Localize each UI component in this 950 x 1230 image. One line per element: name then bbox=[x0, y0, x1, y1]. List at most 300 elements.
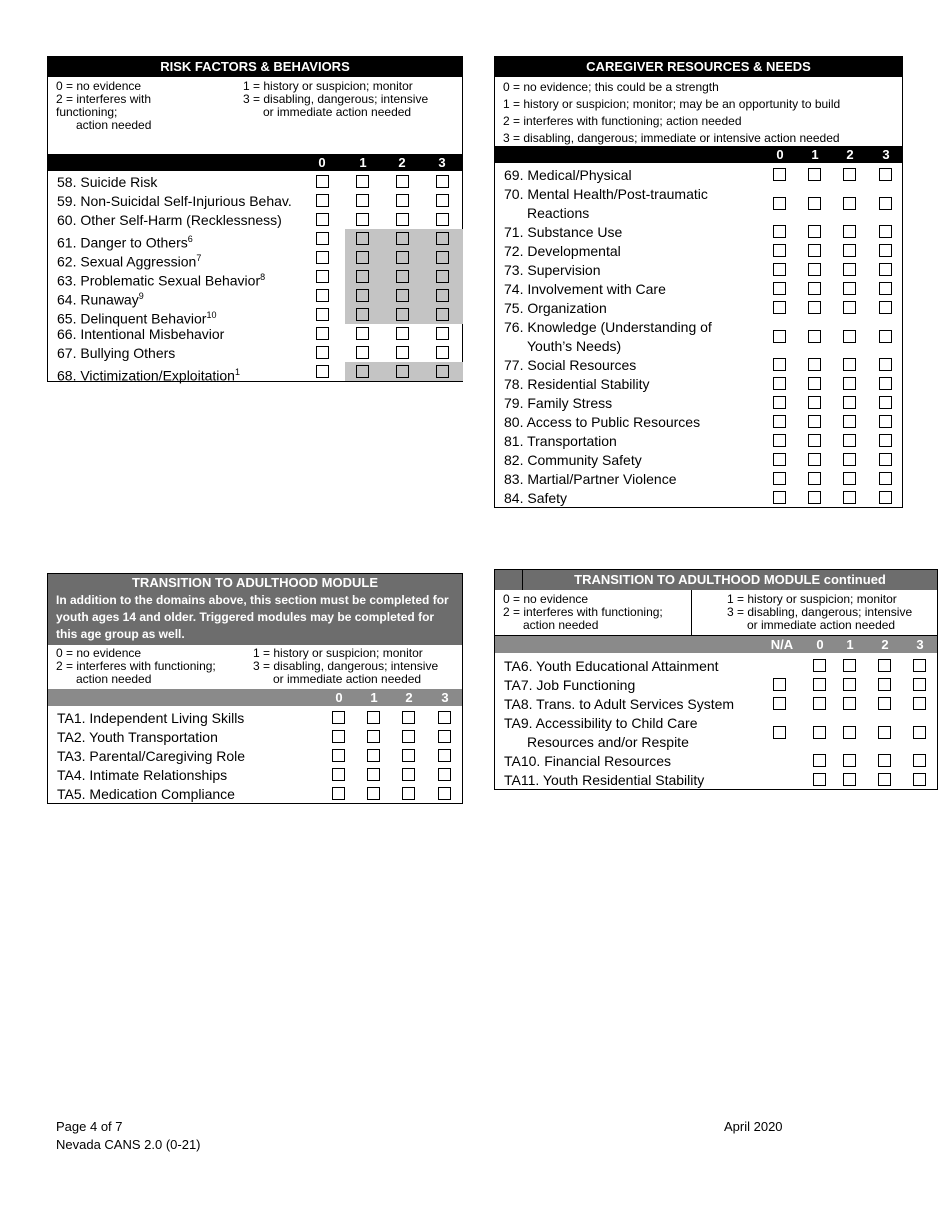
rating-checkbox[interactable] bbox=[813, 726, 826, 739]
rating-checkbox[interactable] bbox=[402, 730, 415, 743]
item-row bbox=[48, 708, 462, 727]
rating-checkbox[interactable] bbox=[396, 308, 409, 321]
rating-checkbox[interactable] bbox=[879, 472, 892, 485]
item-row bbox=[495, 450, 902, 469]
caregiver-column-header bbox=[495, 146, 902, 163]
rating-checkbox[interactable] bbox=[316, 308, 329, 321]
rating-checkbox[interactable] bbox=[356, 308, 369, 321]
transition-continued-items bbox=[495, 653, 937, 789]
item-label-text: 64. Runaway bbox=[57, 291, 139, 308]
item-row bbox=[48, 172, 462, 191]
rating-checkbox[interactable] bbox=[396, 232, 409, 245]
risk-items bbox=[48, 171, 462, 384]
rating-checkbox[interactable] bbox=[402, 787, 415, 800]
rating-checkbox[interactable] bbox=[813, 773, 826, 786]
rating-checkbox[interactable] bbox=[843, 472, 856, 485]
rating-checkbox[interactable] bbox=[843, 773, 856, 786]
item-row bbox=[495, 770, 937, 789]
rating-checkbox[interactable] bbox=[808, 197, 821, 210]
rating-checkbox[interactable] bbox=[808, 358, 821, 371]
item-label bbox=[504, 413, 700, 432]
rating-checkbox[interactable] bbox=[773, 415, 786, 428]
footnote-ref: 10 bbox=[206, 310, 217, 320]
item-label-text: 78. Residential Stability bbox=[504, 376, 650, 392]
legend-1: 1 = history or suspicion; monitor bbox=[243, 79, 413, 93]
rating-checkbox[interactable] bbox=[356, 289, 369, 302]
item-row bbox=[495, 431, 902, 450]
rating-checkbox[interactable] bbox=[402, 711, 415, 724]
rating-checkbox[interactable] bbox=[773, 330, 786, 343]
col-2: 2 bbox=[398, 155, 406, 170]
item-label-text: TA4. Intimate Relationships bbox=[57, 767, 228, 783]
rating-checkbox[interactable] bbox=[316, 175, 329, 188]
rating-checkbox[interactable] bbox=[773, 472, 786, 485]
rating-checkbox[interactable] bbox=[436, 308, 449, 321]
risk-column-header bbox=[48, 154, 462, 171]
legend-2: 2 = interferes with functioning; action needed bbox=[503, 605, 663, 632]
rating-checkbox[interactable] bbox=[356, 365, 369, 378]
rating-checkbox[interactable] bbox=[843, 225, 856, 238]
rating-checkbox[interactable] bbox=[843, 301, 856, 314]
rating-checkbox[interactable] bbox=[396, 365, 409, 378]
caregiver-items bbox=[495, 163, 902, 507]
rating-checkbox[interactable] bbox=[843, 396, 856, 409]
item-row bbox=[495, 165, 902, 184]
item-label bbox=[504, 394, 612, 413]
rating-checkbox[interactable] bbox=[879, 225, 892, 238]
rating-checkbox[interactable] bbox=[879, 434, 892, 447]
rating-checkbox[interactable] bbox=[843, 358, 856, 371]
item-label-text: 81. Transportation bbox=[504, 433, 617, 449]
rating-checkbox[interactable] bbox=[879, 330, 892, 343]
rating-checkbox[interactable] bbox=[436, 251, 449, 264]
transition-continued-column-header bbox=[495, 636, 937, 653]
rating-checkbox[interactable] bbox=[878, 773, 891, 786]
rating-checkbox[interactable] bbox=[808, 282, 821, 295]
item-row bbox=[48, 727, 462, 746]
rating-checkbox[interactable] bbox=[843, 726, 856, 739]
rating-checkbox[interactable] bbox=[773, 301, 786, 314]
rating-checkbox[interactable] bbox=[436, 365, 449, 378]
rating-checkbox[interactable] bbox=[773, 434, 786, 447]
rating-checkbox[interactable] bbox=[843, 377, 856, 390]
page-footer-left bbox=[56, 1118, 201, 1154]
rating-checkbox[interactable] bbox=[367, 730, 380, 743]
rating-checkbox[interactable] bbox=[808, 396, 821, 409]
item-label-text: 63. Problematic Sexual Behavior bbox=[57, 272, 261, 289]
item-label-text: 77. Social Resources bbox=[504, 357, 637, 373]
rating-checkbox[interactable] bbox=[438, 730, 451, 743]
rating-checkbox[interactable] bbox=[808, 491, 821, 504]
risk-factors-section bbox=[47, 56, 463, 382]
rating-checkbox[interactable] bbox=[773, 197, 786, 210]
item-label-text: TA9. Accessibility to Child Care bbox=[504, 715, 698, 731]
item-label bbox=[57, 785, 235, 804]
rating-checkbox[interactable] bbox=[843, 678, 856, 691]
rating-checkbox[interactable] bbox=[843, 330, 856, 343]
rating-checkbox[interactable] bbox=[396, 346, 409, 359]
caregiver-legend bbox=[495, 77, 902, 146]
item-label bbox=[504, 470, 677, 489]
rating-checkbox[interactable] bbox=[438, 768, 451, 781]
item-row bbox=[495, 241, 902, 260]
rating-checkbox[interactable] bbox=[879, 453, 892, 466]
legend-2: 2 = interferes with functioning; action needed bbox=[56, 92, 152, 132]
item-label-continued: Resources and/or Respite bbox=[527, 734, 689, 750]
rating-checkbox[interactable] bbox=[367, 749, 380, 762]
rating-checkbox[interactable] bbox=[356, 194, 369, 207]
rating-checkbox[interactable] bbox=[773, 244, 786, 257]
rating-checkbox[interactable] bbox=[438, 787, 451, 800]
rating-checkbox[interactable] bbox=[773, 263, 786, 276]
col-0: 0 bbox=[318, 155, 326, 170]
item-label bbox=[504, 451, 642, 470]
item-label bbox=[57, 192, 292, 211]
rating-checkbox[interactable] bbox=[396, 213, 409, 226]
rating-checkbox[interactable] bbox=[436, 232, 449, 245]
item-label-text: 75. Organization bbox=[504, 300, 607, 316]
rating-checkbox[interactable] bbox=[396, 289, 409, 302]
rating-checkbox[interactable] bbox=[356, 232, 369, 245]
transition-section bbox=[47, 573, 463, 804]
rating-checkbox[interactable] bbox=[773, 678, 786, 691]
col-na: N/A bbox=[770, 637, 794, 652]
rating-checkbox[interactable] bbox=[773, 697, 786, 710]
item-label bbox=[504, 299, 607, 318]
rating-checkbox[interactable] bbox=[808, 472, 821, 485]
item-label-text: 74. Involvement with Care bbox=[504, 281, 666, 297]
legend-0: 0 = no evidence bbox=[56, 79, 142, 93]
page-number: Page 4 of 7 bbox=[56, 1119, 123, 1134]
rating-checkbox[interactable] bbox=[367, 768, 380, 781]
rating-checkbox[interactable] bbox=[332, 768, 345, 781]
rating-checkbox[interactable] bbox=[843, 659, 856, 672]
rating-checkbox[interactable] bbox=[332, 711, 345, 724]
col-0: 0 bbox=[335, 690, 343, 705]
rating-checkbox[interactable] bbox=[843, 697, 856, 710]
rating-checkbox[interactable] bbox=[773, 225, 786, 238]
rating-checkbox[interactable] bbox=[913, 754, 926, 767]
item-label bbox=[504, 223, 622, 242]
rating-checkbox[interactable] bbox=[773, 377, 786, 390]
item-row bbox=[495, 694, 937, 713]
rating-checkbox[interactable] bbox=[773, 168, 786, 181]
rating-checkbox[interactable] bbox=[808, 434, 821, 447]
rating-checkbox[interactable] bbox=[808, 453, 821, 466]
item-label bbox=[57, 709, 244, 728]
rating-checkbox[interactable] bbox=[879, 491, 892, 504]
rating-checkbox[interactable] bbox=[316, 346, 329, 359]
item-label-text: 58. Suicide Risk bbox=[57, 174, 158, 190]
rating-checkbox[interactable] bbox=[773, 358, 786, 371]
rating-checkbox[interactable] bbox=[316, 251, 329, 264]
rating-checkbox[interactable] bbox=[396, 175, 409, 188]
item-label-continued: Youth’s Needs) bbox=[527, 338, 622, 354]
col-1: 1 bbox=[359, 155, 367, 170]
item-row bbox=[495, 393, 902, 412]
item-label-text: 67. Bullying Others bbox=[57, 345, 176, 361]
rating-checkbox[interactable] bbox=[356, 327, 369, 340]
item-label-text: 70. Mental Health/Post-traumatic bbox=[504, 186, 708, 202]
rating-checkbox[interactable] bbox=[356, 346, 369, 359]
item-label bbox=[504, 356, 636, 375]
rating-checkbox[interactable] bbox=[402, 768, 415, 781]
rating-checkbox[interactable] bbox=[402, 749, 415, 762]
rating-checkbox[interactable] bbox=[879, 396, 892, 409]
item-label bbox=[57, 325, 224, 344]
rating-checkbox[interactable] bbox=[879, 263, 892, 276]
rating-checkbox[interactable] bbox=[843, 244, 856, 257]
rating-checkbox[interactable] bbox=[879, 244, 892, 257]
rating-checkbox[interactable] bbox=[843, 754, 856, 767]
item-label-text: TA10. Financial Resources bbox=[504, 753, 672, 769]
rating-checkbox[interactable] bbox=[773, 396, 786, 409]
rating-checkbox[interactable] bbox=[396, 270, 409, 283]
document-name: Nevada CANS 2.0 (0-21) bbox=[56, 1137, 201, 1152]
item-row bbox=[48, 784, 462, 803]
legend-3: 3 = disabling, dangerous; intensive or immediate action needed bbox=[243, 92, 429, 119]
transition-continued-section bbox=[494, 569, 938, 790]
item-row bbox=[48, 765, 462, 784]
rating-checkbox[interactable] bbox=[356, 251, 369, 264]
legend-0: 0 = no evidence bbox=[56, 646, 142, 660]
rating-checkbox[interactable] bbox=[367, 711, 380, 724]
rating-checkbox[interactable] bbox=[879, 282, 892, 295]
rating-checkbox[interactable] bbox=[356, 175, 369, 188]
rating-checkbox[interactable] bbox=[773, 282, 786, 295]
item-label bbox=[504, 695, 734, 714]
rating-checkbox[interactable] bbox=[879, 358, 892, 371]
rating-checkbox[interactable] bbox=[773, 491, 786, 504]
rating-checkbox[interactable] bbox=[436, 194, 449, 207]
item-row bbox=[495, 412, 902, 431]
rating-checkbox[interactable] bbox=[438, 749, 451, 762]
item-label bbox=[57, 363, 240, 386]
rating-checkbox[interactable] bbox=[878, 697, 891, 710]
rating-checkbox[interactable] bbox=[367, 787, 380, 800]
item-row bbox=[495, 751, 937, 770]
item-label-text: 72. Developmental bbox=[504, 243, 621, 259]
item-label-text: 69. Medical/Physical bbox=[504, 167, 632, 183]
item-label-text: 62. Sexual Aggression bbox=[57, 253, 197, 270]
item-label-text: TA11. Youth Residential Stability bbox=[504, 772, 705, 788]
item-row bbox=[495, 469, 902, 488]
rating-checkbox[interactable] bbox=[438, 711, 451, 724]
legend-1: 1 = history or suspicion; monitor; may be an opportunity to build bbox=[503, 97, 841, 111]
rating-checkbox[interactable] bbox=[316, 213, 329, 226]
rating-checkbox[interactable] bbox=[356, 270, 369, 283]
item-row bbox=[495, 184, 902, 222]
item-label bbox=[504, 676, 635, 695]
rating-checkbox[interactable] bbox=[813, 754, 826, 767]
col-3: 3 bbox=[438, 155, 446, 170]
item-row bbox=[48, 210, 462, 229]
legend-2: 2 = interferes with functioning; action needed bbox=[503, 114, 742, 128]
rating-checkbox[interactable] bbox=[913, 659, 926, 672]
item-row bbox=[495, 260, 902, 279]
transition-continued-title-text: TRANSITION TO ADULTHOOD MODULE continued bbox=[574, 572, 886, 587]
item-label-continued: Reactions bbox=[527, 205, 590, 221]
rating-checkbox[interactable] bbox=[843, 282, 856, 295]
rating-checkbox[interactable] bbox=[396, 251, 409, 264]
item-label bbox=[504, 185, 744, 223]
item-label-text: TA7. Job Functioning bbox=[504, 677, 636, 693]
rating-checkbox[interactable] bbox=[808, 263, 821, 276]
rating-checkbox[interactable] bbox=[436, 213, 449, 226]
rating-checkbox[interactable] bbox=[843, 491, 856, 504]
rating-checkbox[interactable] bbox=[813, 697, 826, 710]
legend-3: 3 = disabling, dangerous; immediate or intensive action needed bbox=[503, 131, 840, 145]
rating-checkbox[interactable] bbox=[913, 773, 926, 786]
rating-checkbox[interactable] bbox=[316, 327, 329, 340]
transition-continued-title bbox=[495, 570, 937, 590]
rating-checkbox[interactable] bbox=[436, 327, 449, 340]
rating-checkbox[interactable] bbox=[773, 726, 786, 739]
item-row bbox=[48, 267, 462, 289]
rating-checkbox[interactable] bbox=[773, 453, 786, 466]
item-label-text: 82. Community Safety bbox=[504, 452, 642, 468]
rating-checkbox[interactable] bbox=[913, 726, 926, 739]
rating-checkbox[interactable] bbox=[878, 678, 891, 691]
rating-checkbox[interactable] bbox=[813, 678, 826, 691]
col-1: 1 bbox=[811, 147, 819, 162]
rating-checkbox[interactable] bbox=[332, 749, 345, 762]
item-label-text: TA2. Youth Transportation bbox=[57, 729, 218, 745]
item-row bbox=[48, 305, 462, 327]
rating-checkbox[interactable] bbox=[808, 225, 821, 238]
rating-checkbox[interactable] bbox=[843, 415, 856, 428]
item-label bbox=[504, 261, 601, 280]
item-label-text: TA8. Trans. to Adult Services System bbox=[504, 696, 735, 712]
col-2: 2 bbox=[881, 637, 889, 652]
rating-checkbox[interactable] bbox=[879, 377, 892, 390]
rating-checkbox[interactable] bbox=[879, 415, 892, 428]
rating-checkbox[interactable] bbox=[843, 434, 856, 447]
transition-items bbox=[48, 706, 462, 803]
item-label-text: 73. Supervision bbox=[504, 262, 601, 278]
rating-checkbox[interactable] bbox=[879, 301, 892, 314]
item-row bbox=[48, 362, 462, 384]
legend-3: 3 = disabling, dangerous; intensive or immediate action needed bbox=[253, 659, 439, 686]
item-row bbox=[48, 286, 462, 308]
col-2: 2 bbox=[846, 147, 854, 162]
item-label-text: TA3. Parental/Caregiving Role bbox=[57, 748, 246, 764]
rating-checkbox[interactable] bbox=[808, 330, 821, 343]
legend-0: 0 = no evidence; this could be a strength bbox=[503, 80, 719, 94]
item-label-text: 76. Knowledge (Understanding of bbox=[504, 319, 712, 335]
item-label-text: TA5. Medication Compliance bbox=[57, 786, 235, 802]
item-row bbox=[495, 317, 902, 355]
rating-checkbox[interactable] bbox=[316, 289, 329, 302]
rating-checkbox[interactable] bbox=[843, 168, 856, 181]
item-label bbox=[57, 728, 218, 747]
item-label bbox=[57, 173, 157, 192]
col-2: 2 bbox=[405, 690, 413, 705]
rating-checkbox[interactable] bbox=[316, 270, 329, 283]
rating-checkbox[interactable] bbox=[879, 168, 892, 181]
rating-checkbox[interactable] bbox=[808, 244, 821, 257]
item-row bbox=[495, 279, 902, 298]
item-label bbox=[504, 489, 567, 508]
item-label bbox=[504, 166, 632, 185]
item-row bbox=[495, 222, 902, 241]
rating-checkbox[interactable] bbox=[843, 197, 856, 210]
rating-checkbox[interactable] bbox=[878, 726, 891, 739]
rating-checkbox[interactable] bbox=[808, 168, 821, 181]
item-row bbox=[48, 229, 462, 251]
col-1: 1 bbox=[846, 637, 854, 652]
rating-checkbox[interactable] bbox=[878, 754, 891, 767]
footer-date: April 2020 bbox=[724, 1119, 783, 1134]
item-row bbox=[48, 343, 462, 362]
rating-checkbox[interactable] bbox=[316, 232, 329, 245]
item-label bbox=[504, 771, 704, 790]
rating-checkbox[interactable] bbox=[436, 346, 449, 359]
item-label bbox=[504, 242, 621, 261]
rating-checkbox[interactable] bbox=[332, 787, 345, 800]
item-row bbox=[48, 324, 462, 343]
rating-checkbox[interactable] bbox=[878, 659, 891, 672]
item-label bbox=[504, 714, 744, 752]
rating-checkbox[interactable] bbox=[436, 289, 449, 302]
item-row bbox=[495, 713, 937, 751]
rating-checkbox[interactable] bbox=[436, 270, 449, 283]
rating-checkbox[interactable] bbox=[316, 194, 329, 207]
rating-checkbox[interactable] bbox=[843, 453, 856, 466]
item-label-text: TA1. Independent Living Skills bbox=[57, 710, 245, 726]
col-3: 3 bbox=[916, 637, 924, 652]
rating-checkbox[interactable] bbox=[808, 415, 821, 428]
item-label-text: 79. Family Stress bbox=[504, 395, 613, 411]
item-label-text: 61. Danger to Others bbox=[57, 234, 188, 251]
legend-divider bbox=[691, 590, 692, 635]
item-label-text: 65. Delinquent Behavior bbox=[57, 310, 207, 327]
rating-checkbox[interactable] bbox=[316, 365, 329, 378]
item-label bbox=[504, 375, 650, 394]
footnote-ref: 9 bbox=[138, 291, 144, 301]
item-row bbox=[48, 191, 462, 210]
rating-checkbox[interactable] bbox=[356, 213, 369, 226]
item-label-text: 68. Victimization/Exploitation bbox=[57, 367, 235, 384]
col-3: 3 bbox=[882, 147, 890, 162]
risk-section-title: RISK FACTORS & BEHAVIORS bbox=[48, 57, 462, 77]
col-3: 3 bbox=[441, 690, 449, 705]
item-row bbox=[495, 656, 937, 675]
rating-checkbox[interactable] bbox=[808, 377, 821, 390]
rating-checkbox[interactable] bbox=[813, 659, 826, 672]
transition-intro: In addition to the domains above, this section must be completed for youth ages 14 and older. Triggered modules may be completed for this age group as well. bbox=[48, 592, 462, 645]
item-label bbox=[57, 344, 175, 363]
rating-checkbox[interactable] bbox=[913, 678, 926, 691]
rating-checkbox[interactable] bbox=[913, 697, 926, 710]
col-0: 0 bbox=[816, 637, 824, 652]
rating-checkbox[interactable] bbox=[808, 301, 821, 314]
rating-checkbox[interactable] bbox=[879, 197, 892, 210]
item-row bbox=[495, 374, 902, 393]
rating-checkbox[interactable] bbox=[396, 194, 409, 207]
footnote-ref: 6 bbox=[187, 234, 193, 244]
rating-checkbox[interactable] bbox=[843, 263, 856, 276]
transition-section-title: TRANSITION TO ADULTHOOD MODULE bbox=[48, 574, 462, 592]
item-row bbox=[48, 746, 462, 765]
item-label-text: 80. Access to Public Resources bbox=[504, 414, 701, 430]
rating-checkbox[interactable] bbox=[436, 175, 449, 188]
rating-checkbox[interactable] bbox=[332, 730, 345, 743]
item-label bbox=[504, 752, 671, 771]
item-label-text: 84. Safety bbox=[504, 490, 568, 506]
rating-checkbox[interactable] bbox=[396, 327, 409, 340]
col-0: 0 bbox=[776, 147, 784, 162]
